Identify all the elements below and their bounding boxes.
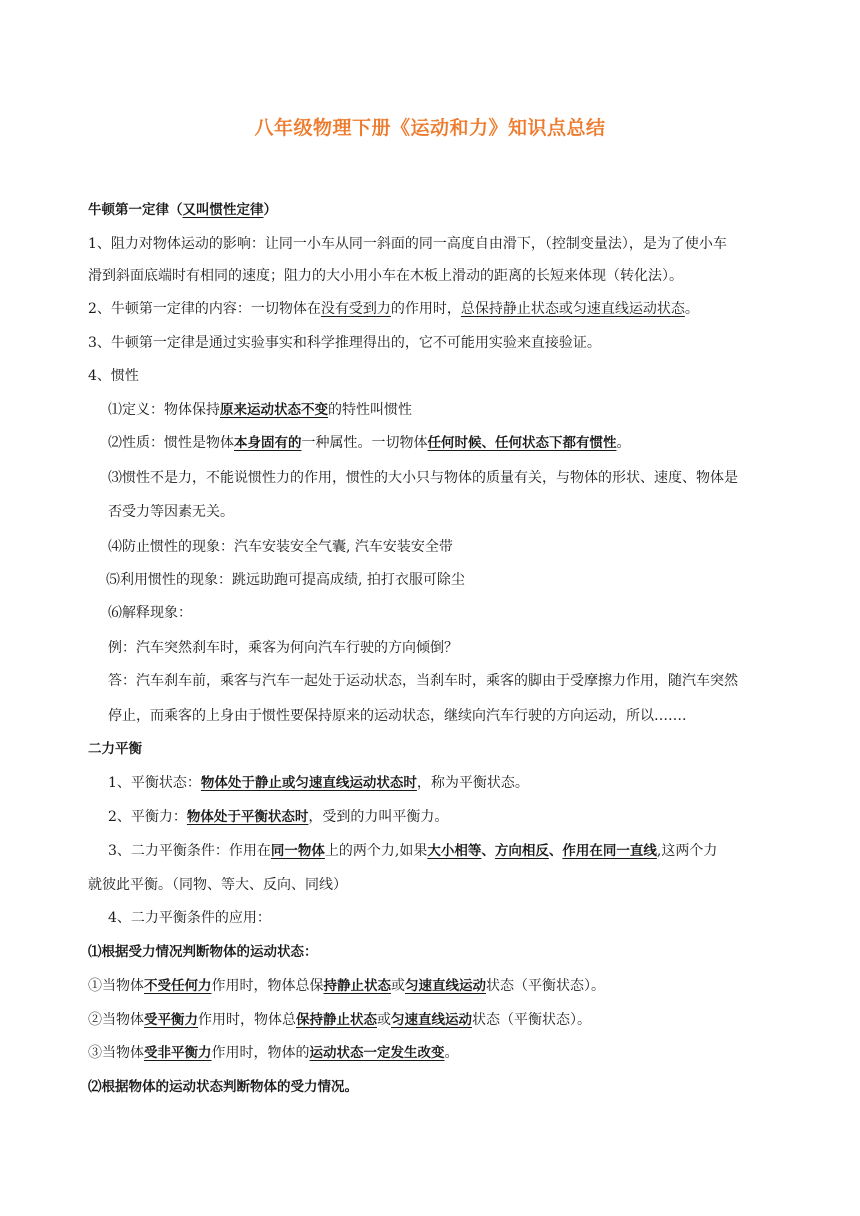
underlined-text: 任何时候、任何状态下都有惯性 [427, 435, 617, 451]
paragraph-inertia-heading: 4、惯性 [88, 368, 139, 384]
underlined-text: 方向相反 [494, 843, 549, 859]
paragraph-line: 否受力等因素无关。 [108, 504, 234, 520]
paragraph-line: 3、牛顿第一定律是通过实验事实和科学推理得出的，它不可能用实验来直接验证。 [88, 335, 601, 351]
subheading-motion-to-force: ⑵根据物体的运动状态判断物体的受力情况。 [88, 1079, 358, 1095]
underlined-text: 大小相等 [427, 843, 482, 859]
underlined-text: 物体处于静止或匀速直线运动状态时 [200, 775, 417, 791]
paragraph-line: 就彼此平衡。（同物、等大、反向、同线） [88, 877, 347, 893]
paragraph-newton-law: 2、牛顿第一定律的内容：一切物体在没有受到力的作用时，总保持静止状态或匀速直线运动状态。 [88, 301, 699, 317]
underlined-text: 运动状态一定发生改变 [309, 1045, 445, 1061]
case-unbalanced-force: ③当物体受非平衡力作用时，物体的运动状态一定发生改变。 [88, 1045, 459, 1061]
underlined-text: 持静止状态 [323, 978, 391, 994]
paragraph-line: ⑷防止惯性的现象：汽车安装安全气囊, 汽车安装安全带 [108, 539, 453, 555]
balance-condition: 3、二力平衡条件：作用在同一物体上的两个力,如果大小相等、方向相反、作用在同一直线,这两个力 [108, 843, 718, 859]
subheading-force-to-motion: ⑴根据受力情况判断物体的运动状态： [88, 944, 318, 960]
balance-force: 2、平衡力：物体处于平衡状态时，受到的力叫平衡力。 [108, 809, 449, 825]
heading-underlined: 又叫惯性定律 [182, 202, 264, 218]
paragraph-line: 4、二力平衡条件的应用： [108, 910, 271, 926]
example-answer: 停止，而乘客的上身由于惯性要保持原来的运动状态，继续向汽车行驶的方向运动，所以……. [108, 708, 687, 724]
paragraph-line: 1、阻力对物体运动的影响：让同一小车从同一斜面的同一高度自由滑下，（控制变量法），是为了使小车 [88, 236, 727, 252]
balance-state: 1、平衡状态：物体处于静止或匀速直线运动状态时，称为平衡状态。 [108, 775, 529, 791]
underlined-text: 匀速直线运动 [405, 978, 486, 994]
paragraph-line: ⑸利用惯性的现象：跳远助跑可提高成绩, 拍打衣服可除尘 [106, 572, 465, 588]
heading-text: 牛顿第一定律（ [88, 202, 183, 218]
inertia-definition: ⑴定义：物体保持原来运动状态不变的特性叫惯性 [108, 402, 412, 418]
case-balanced-force: ②当物体受平衡力作用时，物体总保持静止状态或匀速直线运动状态（平衡状态）。 [88, 1012, 591, 1028]
underlined-text: 受平衡力 [144, 1012, 198, 1028]
underlined-text: 作用在同一直线 [562, 843, 657, 859]
underlined-text: 保持静止状态 [296, 1012, 377, 1028]
inertia-property: ⑵性质：惯性是物体本身固有的一种属性。一切物体任何时候、任何状态下都有惯性。 [108, 435, 631, 451]
underlined-text: 总保持静止状态或匀速直线运动状态 [460, 301, 685, 317]
paragraph-line: ⑶惯性不是力，不能说惯性力的作用，惯性的大小只与物体的质量有关，与物体的形状、速度、物体是 [108, 470, 738, 486]
case-no-force: ①当物体不受任何力作用时，物体总保持静止状态或匀速直线运动状态（平衡状态）。 [88, 978, 605, 994]
page-title: 八年级物理下册《运动和力》知识点总结 [254, 117, 606, 139]
underlined-text: 本身固有的 [234, 435, 302, 451]
example-answer: 答：汽车刹车前，乘客与汽车一起处于运动状态，当刹车时，乘客的脚由于受摩擦力作用，随汽车突然 [108, 673, 738, 689]
underlined-text: 不受任何力 [144, 978, 212, 994]
underlined-text: 物体处于平衡状态时 [186, 809, 309, 825]
section-heading-newton [88, 200, 277, 220]
underlined-text: 同一物体 [270, 843, 325, 859]
paragraph-line: ⑹解释现象： [108, 605, 192, 621]
example-question: 例：汽车突然刹车时，乘客为何向汽车行驶的方向倾倒？ [108, 640, 458, 656]
paragraph-line: 滑到斜面底端时有相同的速度；阻力的大小用小车在木板上滑动的距离的长短来体现（转化法）。 [88, 268, 683, 284]
underlined-text: 受非平衡力 [144, 1045, 212, 1061]
heading-text-end: ） [263, 202, 277, 218]
underlined-text: 原来运动状态不变 [220, 402, 328, 418]
section-heading-balance: 二力平衡 [88, 741, 142, 757]
underlined-text: 匀速直线运动 [391, 1012, 472, 1028]
underlined-text: 没有受到力 [320, 301, 391, 317]
